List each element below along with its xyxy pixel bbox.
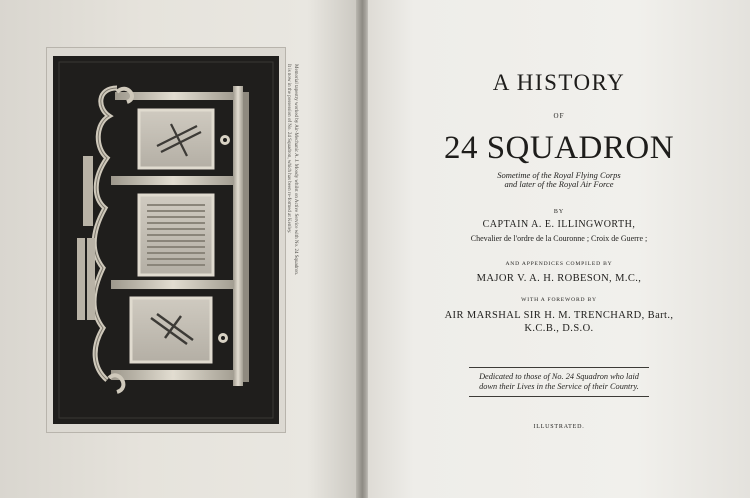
memorial-tapestry-photo	[47, 48, 285, 432]
compiler-name: MAJOR V. A. H. ROBESON, M.C.,	[476, 273, 642, 284]
author-honours: Chevalier de l'ordre de la Couronne ; Croix de Guerre ;	[470, 234, 648, 243]
dedication-rule-top	[469, 367, 649, 368]
illustrated-label: ILLUSTRATED.	[533, 424, 585, 430]
plate-caption	[288, 0, 308, 498]
subtitle-line-2: and later of the Royal Air Force	[504, 179, 614, 189]
plate-caption-line-2: It is now in the possession of No. 24 Squadron, which has been re-formed at Kenley.	[286, 64, 291, 234]
title-of: OF	[553, 112, 565, 120]
subtitle	[368, 171, 750, 189]
title-line-2: 24 SQUADRON	[443, 130, 675, 166]
tapestry-illustration	[47, 48, 285, 432]
dedication-line-1: Dedicated to those of No. 24 Squadron who laid	[479, 372, 639, 381]
author-name: CAPTAIN A. E. ILLINGWORTH,	[482, 219, 636, 230]
appendices-label: AND APPENDICES COMPILED BY	[505, 261, 613, 267]
foreword-author-line-1: AIR MARSHAL SIR H. M. TRENCHARD, Bart.,	[444, 310, 674, 321]
dedication	[450, 372, 668, 392]
by-label: BY	[553, 209, 565, 215]
subtitle-line-1: Sometime of the Royal Flying Corps	[497, 170, 621, 180]
foreword-author-line-2: K.C.B., D.S.O.	[524, 323, 594, 334]
foreword-label: WITH A FOREWORD BY	[521, 297, 597, 303]
dedication-line-2: down their Lives in the Service of their Country.	[479, 382, 639, 391]
dedication-rule-bottom	[469, 396, 649, 397]
title-line-1: A HISTORY	[492, 70, 626, 95]
plate-caption-line-1: Memorial tapestry worked by Air-Mechanic A. J. Moody whilst on Active Service with No. 24 Squadron.	[293, 64, 298, 276]
title-page	[368, 0, 750, 498]
